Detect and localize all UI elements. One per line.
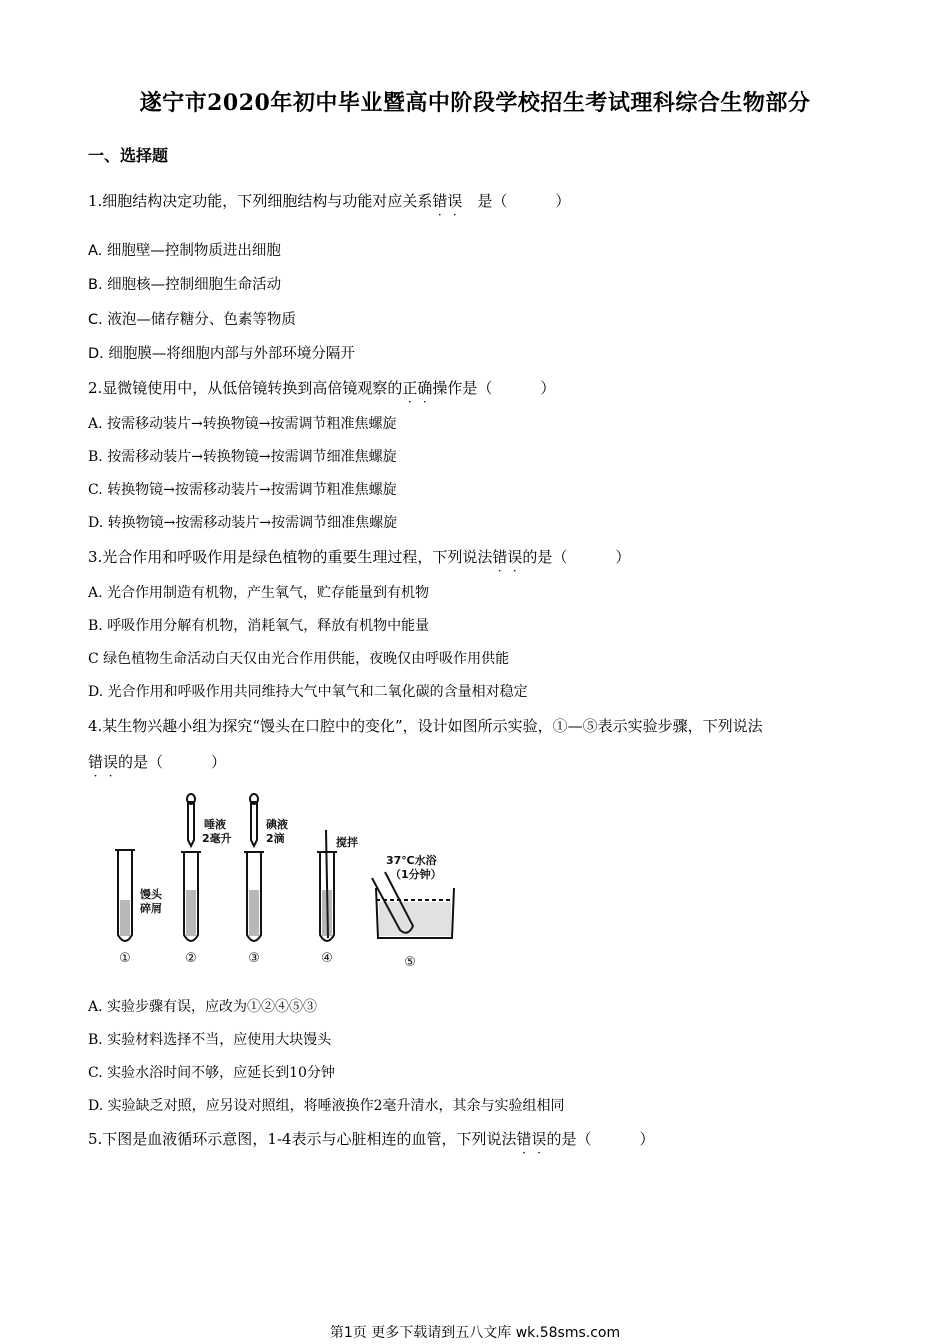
emphasis-char: 错 (432, 192, 448, 210)
question-4-stem-line2 (88, 751, 226, 772)
step-label-1: ① (119, 951, 131, 966)
label-mantou-1: 馒头 (140, 888, 162, 901)
q4-option-c: C. 实验水浴时间不够，应延长到10分钟 (88, 1065, 335, 1081)
question-1-text: 1.细胞结构决定功能，下列细胞结构与功能对应关系 (88, 192, 433, 210)
experiment-figure (100, 780, 480, 980)
question-2-stem (88, 377, 555, 398)
question-3-text: 3.光合作用和呼吸作用是绿色植物的重要生理过程，下列说法 (88, 548, 493, 566)
emphasis-char: 错 (516, 1130, 532, 1148)
question-3-text-end: 的是（ (522, 548, 568, 566)
q4-option-d: D. 实验缺乏对照，应另设对照组，将唾液换作2毫升清水，其余与实验组相同 (88, 1098, 565, 1114)
q3-option-b: B. 呼吸作用分解有机物，消耗氧气，释放有机物中能量 (88, 618, 430, 634)
q2-option-d: D. 转换物镜→按需移动装片→按需调节细准焦螺旋 (88, 515, 398, 531)
step-label-5: ⑤ (404, 955, 416, 970)
question-4-text-end: 的是（ (118, 753, 164, 771)
question-5-stem (88, 1128, 655, 1149)
emphasis-char: 误 (447, 192, 463, 210)
question-5-text-end: 的是（ (546, 1130, 592, 1148)
q3-option-d: D. 光合作用和呼吸作用共同维持大气中氧气和二氧化碳的含量相对稳定 (88, 684, 528, 700)
page-footer: 第1页 更多下载请到五八文库 wk.58sms.com (329, 1325, 621, 1341)
question-1-text-end: 是（ (462, 192, 508, 210)
answer-bracket-close: ） (615, 548, 631, 566)
q1-option-b: B. 细胞核—控制细胞生命活动 (88, 277, 282, 293)
label-stir: 搅拌 (336, 836, 358, 849)
question-3-stem (88, 546, 630, 567)
question-5-text: 5.下图是血液循环示意图，1-4表示与心脏相连的血管，下列说法 (88, 1130, 517, 1148)
label-mantou-2: 碎屑 (140, 902, 162, 915)
answer-bracket-close: ） (211, 753, 227, 771)
label-bath-1: 37℃水浴 (386, 854, 437, 867)
answer-bracket-close: ） (540, 379, 556, 397)
q2-option-b: B. 按需移动装片→转换物镜→按需调节细准焦螺旋 (88, 449, 397, 465)
question-2-text: 2.显微镜使用中，从低倍镜转换到高倍镜观察的 (88, 379, 403, 397)
label-saliva-2: 2毫升 (202, 832, 232, 845)
step-label-3: ③ (248, 951, 260, 966)
label-iodine-1: 碘液 (266, 818, 288, 831)
emphasis-char: 正 (402, 379, 418, 397)
label-bath-2: （1分钟） (390, 868, 442, 881)
emphasis-char: 确 (417, 379, 433, 397)
emphasis-char: 误 (507, 548, 523, 566)
emphasis-char: 错 (492, 548, 508, 566)
label-saliva-1: 唾液 (204, 818, 226, 831)
question-4-stem-line1: 4.某生物兴趣小组为探究“馒头在口腔中的变化”，设计如图所示实验，①—⑤表示实验步骤，下列说法 (88, 717, 763, 735)
answer-bracket-close: ） (639, 1130, 655, 1148)
label-iodine-2: 2滴 (266, 832, 285, 845)
question-2-text-end: 操作是（ (432, 379, 493, 397)
q1-option-d: D. 细胞膜—将细胞内部与外部环境分隔开 (88, 346, 355, 362)
step-label-4: ④ (321, 951, 333, 966)
question-1-stem (88, 190, 570, 211)
step-label-2: ② (185, 951, 197, 966)
q4-option-b: B. 实验材料选择不当，应使用大块馒头 (88, 1032, 332, 1048)
q3-option-c: C 绿色植物生命活动白天仅由光合作用供能，夜晚仅由呼吸作用供能 (88, 651, 510, 667)
q1-option-c: C. 液泡—储存糖分、色素等物质 (88, 312, 296, 328)
q2-option-c: C. 转换物镜→按需移动装片→按需调节粗准焦螺旋 (88, 482, 397, 498)
section-heading: 一、选择题 (88, 146, 169, 165)
emphasis-char: 误 (103, 753, 119, 771)
emphasis-char: 误 (531, 1130, 547, 1148)
page-title: 遂宁市2020年初中毕业暨高中阶段学校招生考试理科综合生物部分 (139, 90, 811, 116)
q3-option-a: A. 光合作用制造有机物，产生氧气，贮存能量到有机物 (88, 585, 430, 601)
q1-option-a: A. 细胞壁—控制物质进出细胞 (88, 243, 281, 259)
q2-option-a: A. 按需移动装片→转换物镜→按需调节粗准焦螺旋 (88, 416, 397, 432)
answer-bracket-close: ） (555, 192, 571, 210)
q4-option-a: A. 实验步骤有误，应改为①②④⑤③ (88, 999, 318, 1015)
emphasis-char: 错 (88, 753, 104, 771)
